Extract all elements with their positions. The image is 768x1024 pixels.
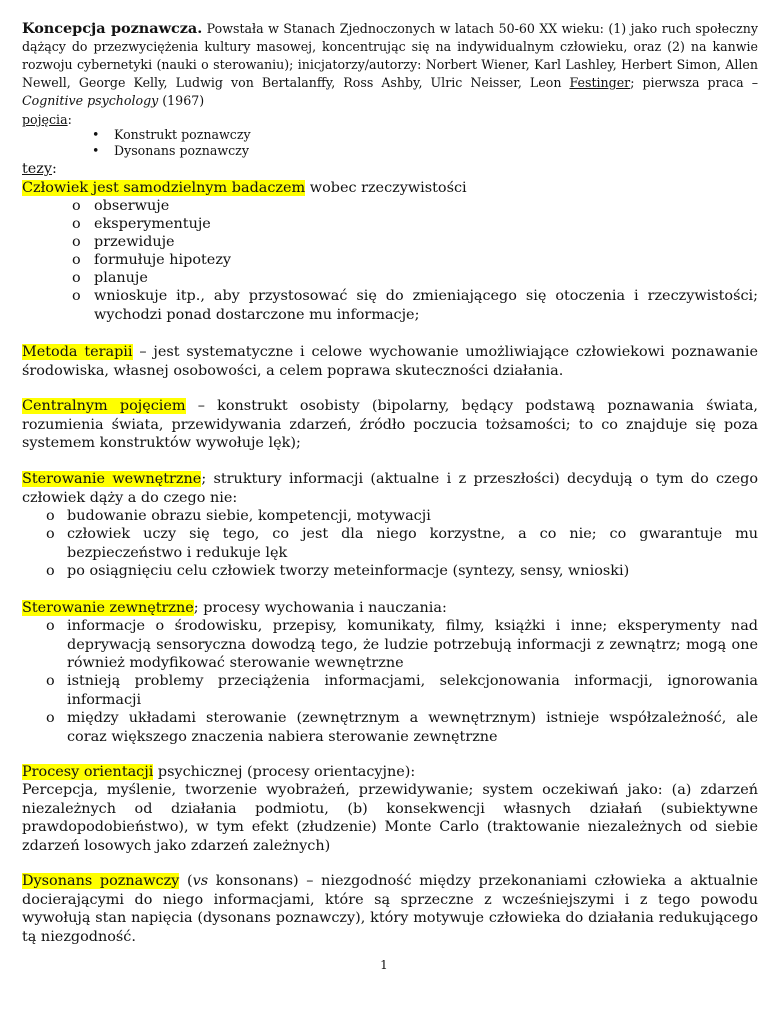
- circle-bullet-icon: o: [72, 288, 81, 304]
- intro-text-2: ; pierwsza praca –: [630, 75, 759, 90]
- circle-bullet-icon: o: [72, 234, 81, 250]
- external-control-item: istnieją problemy przeciążenia informacjami, selekcjonowania informacji, ignorowania informacji: [67, 673, 758, 708]
- metoda-paragraph: [22, 343, 758, 380]
- tezy-colon: :: [52, 161, 57, 177]
- circle-bullet-icon: o: [72, 252, 81, 268]
- highlight: Centralnym pojęciem: [22, 398, 186, 414]
- thesis-item: wnioskuje itp., aby przystosować się do zmieniającego się otoczenia i rzeczywistości; wychodzi ponad dostarczone mu informacje;: [94, 288, 758, 323]
- centralnym-text: – konstrukt osobisty (bipolarny, będący podstawą poznawania świata, rozumienia świata, przewidywania zdarzeń, źródło poczucia tożsamości; to co znajduje się poza systemem konstruktów wywołuje lęk);: [22, 398, 758, 451]
- circle-bullet-icon: o: [46, 563, 55, 579]
- wewnetrzne-text: ; struktury informacji (aktualne i z przeszłości) decydują o tym do czego człowiek dąży a do czego nie:: [22, 471, 759, 506]
- bullet-icon: •: [92, 127, 100, 142]
- circle-bullet-icon: o: [72, 270, 81, 286]
- metoda-text: – jest systematyczne i celowe wychowanie umożliwiające człowiekowi poznawanie środowiska, własnej osobowości, a celem poprawa skuteczności działania.: [22, 344, 758, 379]
- tezy-heading: [22, 160, 758, 179]
- circle-bullet-icon: o: [46, 508, 55, 524]
- intro-paragraph: [22, 20, 758, 110]
- concept-item: Konstrukt poznawczy: [114, 127, 251, 142]
- pojecia-colon: :: [67, 112, 72, 127]
- tezy-lead-rest: wobec rzeczywistości: [305, 180, 467, 196]
- thesis-item: obserwuje: [94, 198, 170, 214]
- title-period: .: [197, 20, 203, 37]
- zewnetrzne-text: ; procesy wychowania i nauczania:: [193, 600, 447, 616]
- thesis-item: formułuje hipotezy: [94, 252, 232, 268]
- vs-text: vs: [192, 873, 209, 889]
- highlight: Sterowanie wewnętrzne: [22, 471, 202, 487]
- dysonans-paragraph: [22, 872, 758, 946]
- zewnetrzne-paragraph: [22, 599, 758, 618]
- orientacji-heading-rest: psychicznej (procesy orientacyjne):: [153, 764, 416, 780]
- thesis-item: przewiduje: [94, 234, 175, 250]
- page-number: 1: [380, 958, 388, 972]
- section-title: Koncepcja poznawcza: [22, 20, 198, 37]
- external-control-item: informacje o środowisku, przepisy, komunikaty, filmy, książki i inne; eksperymenty nad deprywacją sensoryczna dowodzą tego, że ludzie potrzebują informacji z zewnątrz; mogą one również modyfikować sterowanie wewnętrzne: [67, 618, 758, 671]
- tezy-lead: [22, 179, 758, 198]
- dysonans-open: (: [179, 873, 193, 889]
- highlight: Człowiek jest samodzielnym badaczem: [22, 180, 306, 196]
- orientacji-body: Percepcja, myślenie, tworzenie wyobrażeń, przewidywanie; system oczekiwań jako: (a) zdarzeń niezależnych od działania podmiotu, (b) konsekwencji własnych działań (subiektywne prawdopodobieństwo), w tym efekt (złudzenie) Monte Carlo (traktowanie niezależnych od siebie zdarzeń losowych jako zdarzeń zależnych): [22, 782, 758, 854]
- circle-bullet-icon: o: [72, 198, 81, 214]
- bullet-icon: •: [92, 143, 100, 158]
- internal-control-item: budowanie obrazu siebie, kompetencji, motywacji: [67, 508, 431, 524]
- wewnetrzne-paragraph: [22, 470, 758, 507]
- internal-control-item: po osiągnięciu celu człowiek tworzy meteinformacje (syntezy, sensy, wnioski): [67, 563, 630, 579]
- circle-bullet-icon: o: [46, 673, 55, 689]
- circle-bullet-icon: o: [46, 710, 55, 726]
- internal-control-item: człowiek uczy się tego, co jest dla niego korzystne, a co nie; co gwarantuje mu bezpieczeństwo i redukuje lęk: [67, 526, 758, 561]
- concept-item: Dysonans poznawczy: [114, 143, 249, 158]
- circle-bullet-icon: o: [46, 618, 55, 634]
- highlight: Sterowanie zewnętrzne: [22, 600, 194, 616]
- circle-bullet-icon: o: [46, 526, 55, 542]
- dysonans-text: konsonans) – niezgodność między przekonaniami człowieka a aktualnie docierającymi do niego informacjami, które są sprzeczne z wcześniejszymi i z tego powodu wywołują stan napięcia (dysonans poznawczy), który motywuje człowieka do działania redukującego tą niezgodność.: [22, 873, 758, 945]
- first-work-title: Cognitive psychology: [22, 93, 159, 108]
- external-control-item: między układami sterowanie (zewnętrznym a wewnętrznym) istnieje współzależność, ale coraz większego znaczenia nabiera sterowanie zewnętrzne: [67, 710, 758, 745]
- orientacji-heading: [22, 763, 758, 782]
- circle-bullet-icon: o: [72, 216, 81, 232]
- intro-text-3: (1967): [158, 93, 205, 108]
- festinger-name: Festinger: [569, 75, 631, 90]
- centralnym-paragraph: [22, 397, 758, 453]
- tezy-label: tezy: [22, 161, 53, 177]
- highlight: Metoda terapii: [22, 344, 133, 360]
- pojecia-label: pojęcia: [22, 112, 68, 127]
- highlight: Procesy orientacji: [22, 764, 154, 780]
- highlight: Dysonans poznawczy: [22, 873, 180, 889]
- thesis-item: eksperymentuje: [94, 216, 211, 232]
- thesis-item: planuje: [94, 270, 148, 286]
- intro-text-1: Powstała w Stanach Zjednoczonych w latach 50-60 XX wieku: (1) jako ruch społeczny dążący do przezwyciężenia kultury masowej, koncentrując się na indywidualnym człowieku, oraz (2) na kanwie rozwoju cybernetyki (nauki o sterowaniu); inicjatorzy/autorzy: Norbert Wiener, Karl Lashley, Herbert Simon, Allen Newell, George Kelly, Ludwig von Bertalanffy, Ross Ashby, Ulric Neisser, Leon: [22, 21, 758, 90]
